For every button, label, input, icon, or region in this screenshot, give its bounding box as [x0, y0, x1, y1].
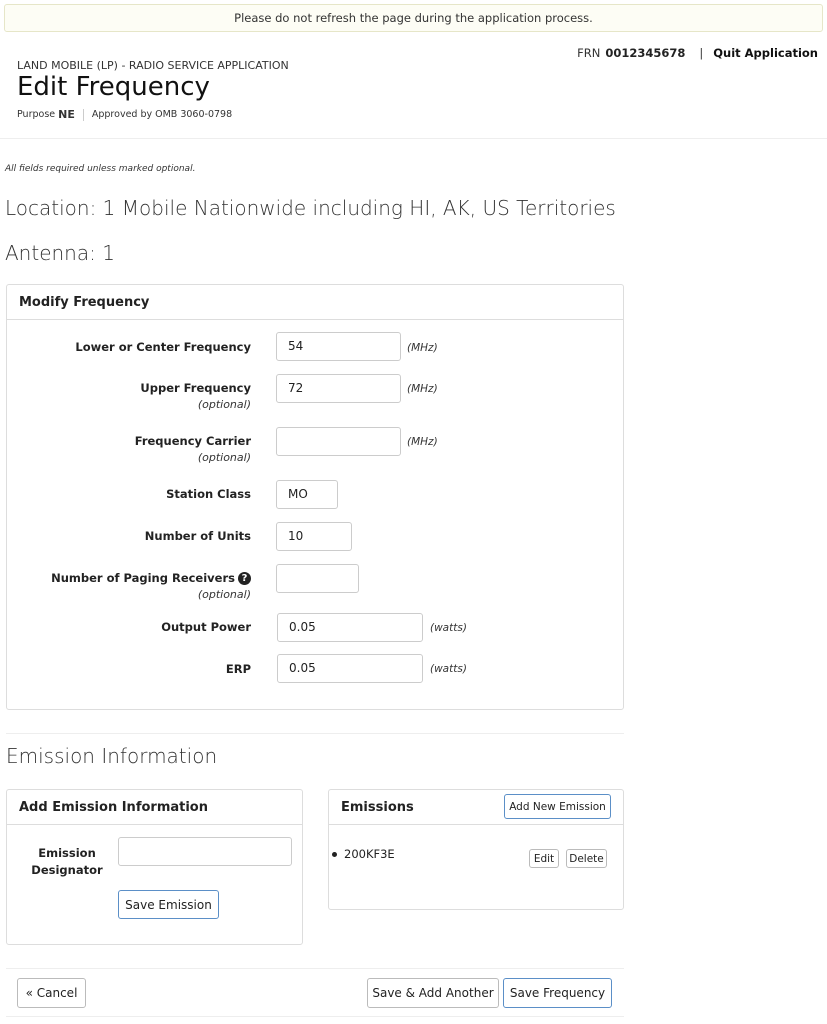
emissions-panel — [328, 789, 624, 910]
number-of-units-label — [11, 529, 251, 543]
station-class-label — [11, 487, 251, 501]
emission-information-heading: Emission Information — [6, 744, 218, 768]
modify-frequency-title: Modify Frequency — [7, 285, 623, 320]
upper-frequency-label-text: Upper Frequency — [140, 381, 251, 395]
footer-divider-bottom — [6, 1016, 624, 1017]
purpose-line — [17, 108, 232, 121]
help-icon[interactable]: ? — [238, 572, 251, 585]
station-class-label-text: Station Class — [166, 487, 251, 501]
refresh-warning-banner: Please do not refresh the page during the application process. — [4, 4, 823, 32]
erp-unit: (watts) — [430, 663, 467, 675]
lower-frequency-label — [11, 340, 251, 354]
delete-emission-button[interactable]: Delete — [566, 849, 607, 868]
output-power-label-text: Output Power — [161, 620, 251, 634]
lower-frequency-input[interactable]: 54 — [276, 332, 401, 361]
upper-frequency-input[interactable]: 72 — [276, 374, 401, 403]
emission-designator-input[interactable] — [118, 837, 292, 866]
header-divider — [0, 138, 827, 139]
upper-frequency-optional: (optional) — [197, 398, 251, 411]
number-of-units-label-text: Number of Units — [144, 529, 251, 543]
emission-list-item — [329, 847, 395, 861]
paging-receivers-label — [11, 571, 251, 601]
frn-value: 0012345678 — [605, 46, 686, 60]
save-frequency-button[interactable]: Save Frequency — [503, 978, 612, 1008]
erp-input[interactable]: 0.05 — [277, 654, 423, 683]
output-power-unit: (watts) — [430, 622, 467, 634]
cancel-button[interactable]: « Cancel — [17, 978, 86, 1008]
purpose-divider — [83, 109, 84, 121]
header-actions — [577, 46, 818, 60]
location-heading: Location: 1 Mobile Nationwide including HI, AK, US Territories — [5, 196, 616, 220]
upper-frequency-label — [11, 381, 251, 411]
add-emission-panel — [6, 789, 303, 945]
emission-designator-label: Emission Designator — [31, 846, 103, 877]
frequency-carrier-input[interactable] — [276, 427, 401, 456]
add-new-emission-button[interactable]: Add New Emission — [504, 794, 611, 819]
number-of-units-input[interactable]: 10 — [276, 522, 352, 551]
antenna-heading: Antenna: 1 — [5, 241, 115, 265]
application-type: LAND MOBILE (LP) - RADIO SERVICE APPLICATION — [17, 59, 289, 72]
emissions-title: Emissions — [341, 799, 414, 815]
modify-frequency-panel — [6, 284, 624, 710]
required-fields-note: All fields required unless marked optional. — [5, 164, 196, 174]
header-separator: | — [699, 46, 704, 60]
quit-application-link[interactable]: Quit Application — [713, 46, 818, 60]
paging-receivers-input[interactable] — [276, 564, 359, 593]
save-and-add-another-button[interactable]: Save & Add Another — [367, 978, 499, 1008]
paging-receivers-optional: (optional) — [197, 588, 251, 601]
save-emission-button[interactable]: Save Emission — [118, 890, 219, 919]
purpose-value: NE — [58, 108, 75, 121]
erp-label — [11, 662, 251, 676]
upper-frequency-unit: (MHz) — [407, 383, 438, 395]
section-divider — [6, 733, 624, 734]
station-class-input[interactable]: MO — [276, 480, 338, 509]
frequency-carrier-label-text: Frequency Carrier — [134, 434, 251, 448]
frequency-carrier-unit: (MHz) — [407, 436, 438, 448]
erp-label-text: ERP — [225, 662, 251, 676]
paging-receivers-label-text: Number of Paging Receivers — [51, 571, 235, 585]
frequency-carrier-label — [11, 434, 251, 464]
footer-divider-top — [6, 968, 624, 969]
lower-frequency-unit: (MHz) — [407, 342, 438, 354]
frequency-carrier-optional: (optional) — [197, 451, 251, 464]
frn-label: FRN — [577, 46, 601, 60]
omb-approval: Approved by OMB 3060-0798 — [91, 109, 233, 120]
lower-frequency-label-text: Lower or Center Frequency — [75, 340, 251, 354]
edit-emission-button[interactable]: Edit — [529, 849, 559, 868]
purpose-label: Purpose — [17, 109, 56, 120]
add-emission-title: Add Emission Information — [7, 790, 302, 825]
bullet-icon — [332, 852, 337, 857]
page-title: Edit Frequency — [17, 72, 210, 102]
emission-code: 200KF3E — [344, 847, 395, 861]
output-power-input[interactable]: 0.05 — [277, 613, 423, 642]
output-power-label — [11, 620, 251, 634]
